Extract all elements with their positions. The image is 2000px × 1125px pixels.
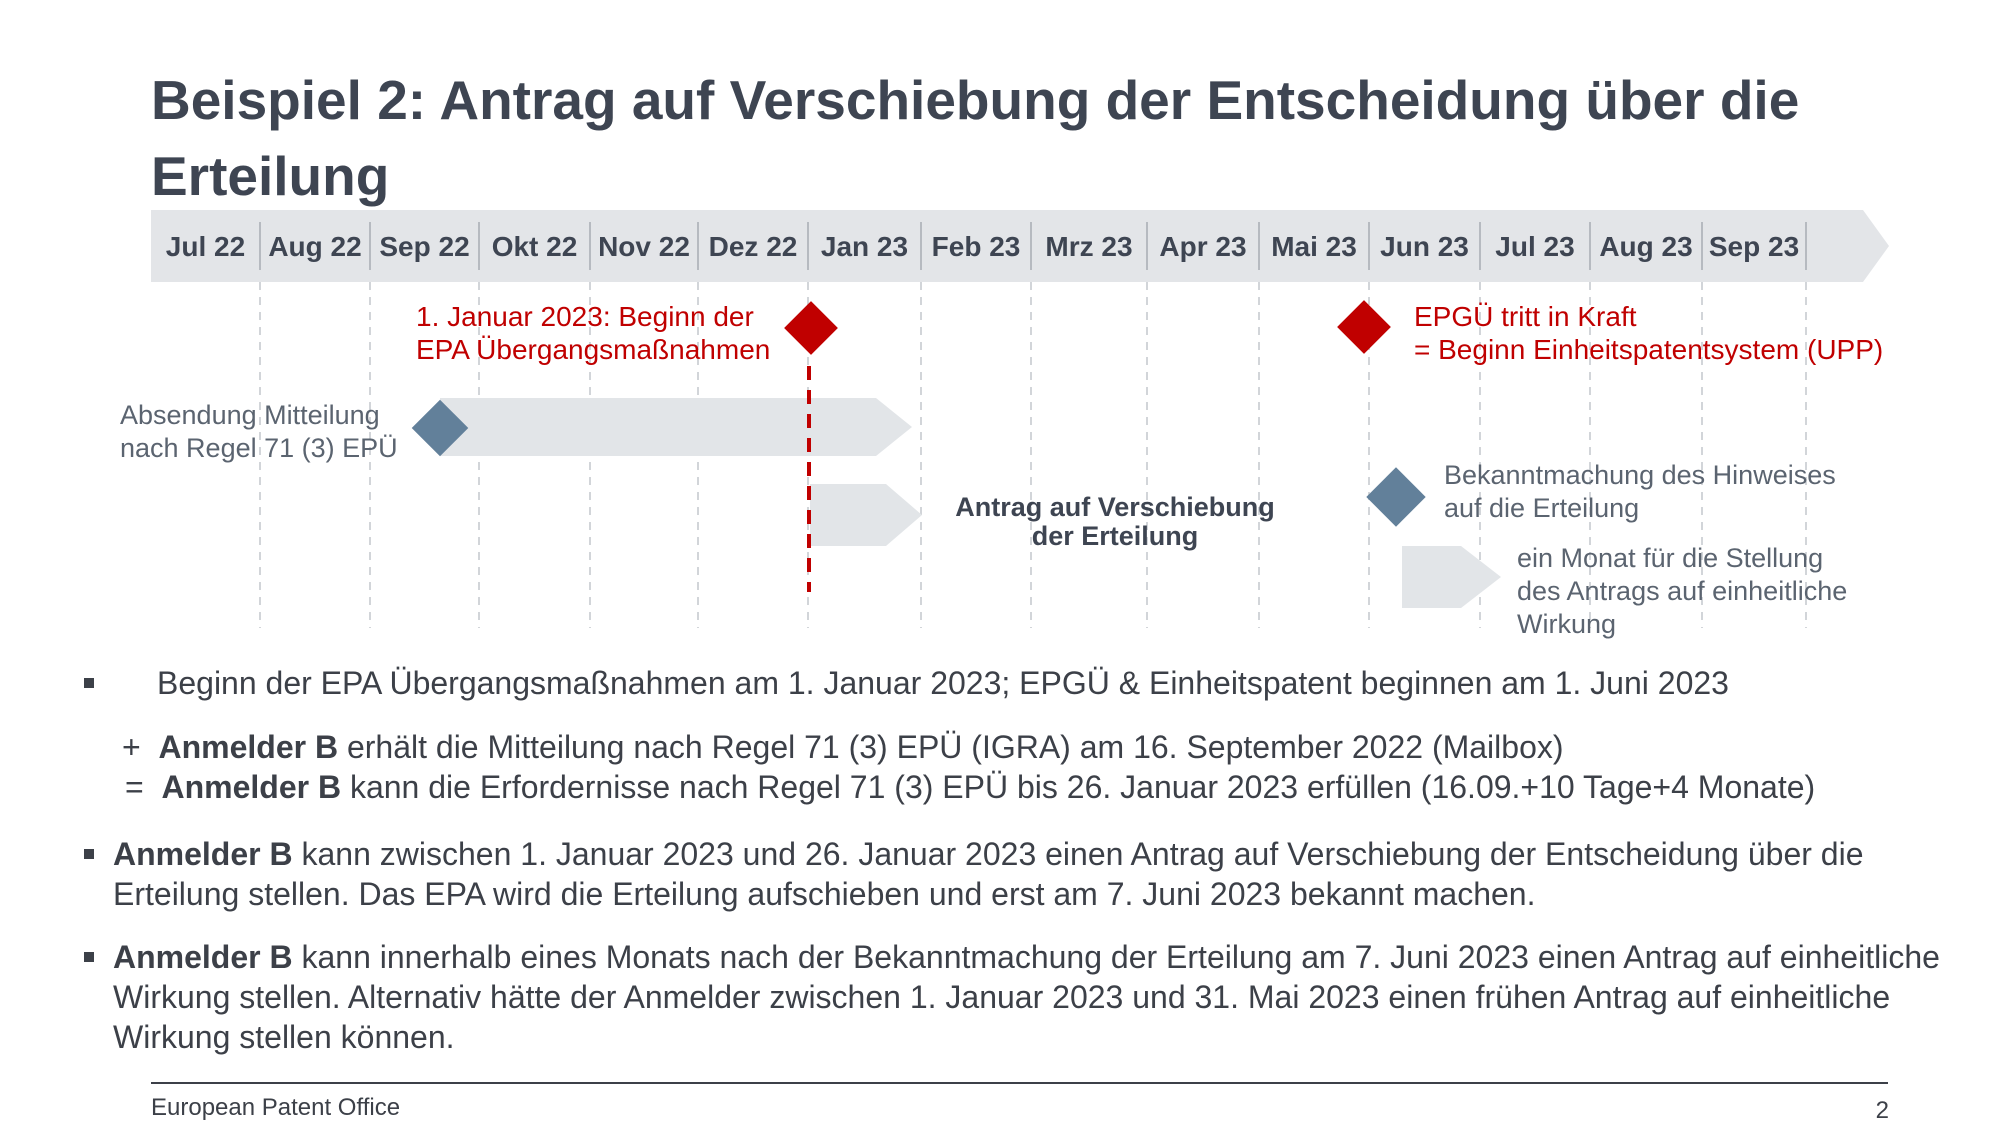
footer-organization: European Patent Office [151,1094,401,1121]
bullet-marker [84,952,94,962]
epa-start-red-diamond-icon [784,301,838,355]
month-labels [166,231,1799,262]
deferral-label: Antrag auf Verschiebung der Erteilung [955,492,1275,551]
month-label: Nov 22 [598,231,690,262]
equals-symbol: = [125,769,144,805]
month-label: Aug 23 [1599,231,1693,262]
deferral-request-bar [810,484,922,546]
sub-line-plus: + Anmelder B erhält die Mitteilung nach Regel 71 (3) EPÜ (IGRA) am 16. September 2022 (Mailbox) [122,729,1564,765]
sub-line-equals: = Anmelder B kann die Erfordernisse nach Regel 71 (3) EPÜ bis 26. Januar 2023 erfüllen (16.09.+10 Tage+4 Monate) [125,769,1816,805]
upp-start-label: EPGÜ tritt in Kraft = Beginn Einheitspatentsystem (UPP) [1414,301,1884,365]
footer-divider [151,1082,1888,1084]
month-label: Mai 23 [1271,231,1357,262]
month-label: Okt 22 [491,231,578,262]
month-label: Jul 22 [165,231,246,262]
bullet-marker [84,849,94,859]
month-label: Mrz 23 [1045,231,1133,262]
month-label: Jan 23 [820,231,909,262]
publication-label: Bekanntmachung des Hinweises auf die Erteilung [1444,460,1836,523]
applicant-b-bold: Anmelder B [161,769,342,805]
month-label: Dez 22 [708,231,798,262]
upp-start-red-diamond-icon [1337,300,1391,354]
month-label: Sep 22 [379,231,470,262]
bullet-marker [84,678,94,688]
dispatch-label: Absendung Mitteilung nach Regel 71 (3) EPÜ [120,400,398,463]
unitary-request-label: ein Monat für die Stellung des Antrags auf einheitliche Wirkung [1517,543,1848,639]
plus-symbol: + [122,729,141,765]
month-label: Sep 23 [1708,231,1800,262]
applicant-b-bold: Anmelder B [158,729,339,765]
bullet-3: Anmelder B kann innerhalb eines Monats nach der Bekanntmachung der Erteilung am 7. Juni 2023 einen Antrag auf einheitliche Wirkung stellen. Alternativ hätte der Anmelder zwischen 1. Januar 2023 und 31. Mai 2023 einen frühen Antrag auf einheitliche Wirkung stellen können. [113,939,1940,1055]
unitary-request-bar [1402,546,1501,608]
slide-title: Beispiel 2: Antrag auf Verschiebung der Entscheidung über die Erteilung [151,69,1800,207]
month-label: Aug 22 [268,231,362,262]
dispatch-period-bar [440,398,912,456]
publication-blue-diamond-icon [1366,467,1425,526]
month-label: Jul 23 [1495,231,1575,262]
month-label: Jun 23 [1380,231,1469,262]
page-number: 2 [1875,1097,1889,1124]
month-label: Feb 23 [931,231,1021,262]
applicant-b-bold: Anmelder B [113,939,293,975]
epa-start-label: 1. Januar 2023: Beginn der EPA Übergangsmaßnahmen [416,301,771,365]
bullet-2: Anmelder B kann zwischen 1. Januar 2023 und 26. Januar 2023 einen Antrag auf Verschiebung der Entscheidung über die Erteilung stellen. Das EPA wird die Erteilung aufschieben und erst am 7. Juni 2023 bekannt machen. [113,836,1864,912]
bullet-1: Beginn der EPA Übergangsmaßnahmen am 1. Januar 2023; EPGÜ & Einheitspatent beginnen am 1. Juni 2023 [157,665,1729,701]
month-label: Apr 23 [1159,231,1247,262]
applicant-b-bold: Anmelder B [113,836,293,872]
